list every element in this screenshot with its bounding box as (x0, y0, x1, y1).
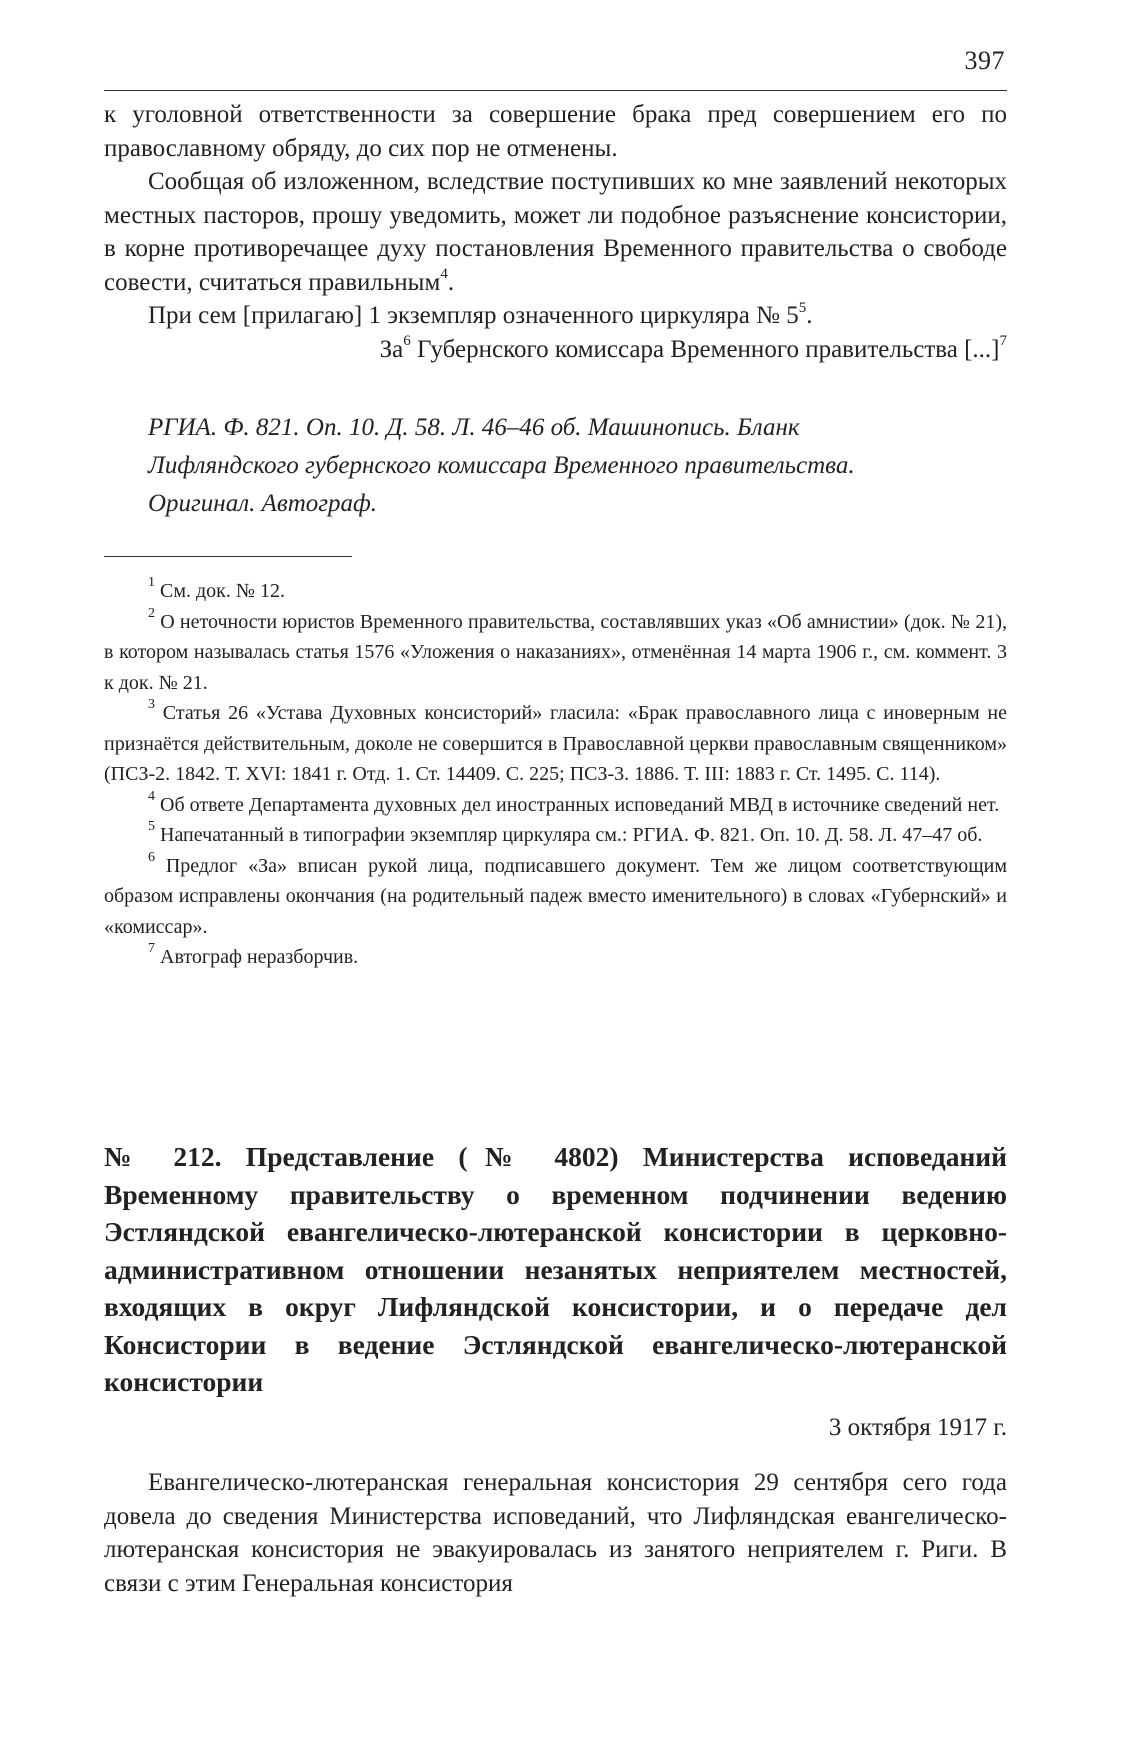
footnote-ref-6: 6 (403, 333, 411, 350)
footnote (104, 576, 1007, 607)
footnote-number: 2 (148, 605, 155, 621)
paragraph-3-text: При сем [прилагаю] 1 экземпляр означенного циркуляра № 5 (148, 302, 799, 329)
top-text-block (104, 98, 1007, 366)
document-title: № 212. Представление (№ 4802) Министерства исповеданий Временному правительству о временном подчинении ведению Эстляндской евангелическо-лютеранской консистории в церковно-административном отношении незанятых неприятелем местностей, входящих в округ Лифляндской консистории, и о передаче дел Консистории в ведение Эстляндской евангелическо-лютеранской консистории (104, 1141, 1007, 1397)
paragraph-2-text: Сообщая об изложенном, вследствие поступивших ко мне заявлений некоторых местных пасторов, прошу уведомить, может ли подобное разъяснение консистории, в корне противоречащее духу постановления Временного правительства о свободе совести, считаться правильным (104, 168, 1007, 296)
footnote-text: Статья 26 «Устава Духовных консисторий» гласила: «Брак православного лица с иноверным не признаётся действительным, доколе не совершится в Православной церкви православным священником» (ПСЗ-2. 1842. Т. XVI: 1841 г. Отд. 1. Ст. 14409. С. 225; ПСЗ-3. 1886. Т. III: 1883 г. Ст. 1495. С. 114). (104, 702, 1007, 785)
paragraph-3 (104, 299, 1007, 333)
footnote-rule (104, 556, 352, 557)
footnote (104, 820, 1007, 851)
footnote (104, 698, 1007, 790)
footnote (104, 851, 1007, 943)
document-body-paragraph: Евангелическо-лютеранская генеральная консистория 29 сентября сего года довела до сведения Министерства исповеданий, что Лифляндская евангелическо-лютеранская консистория не эвакуировалась из занятого неприятелем г. Риги. В связи с этим Генеральная консистория (104, 1469, 1007, 1597)
footnote-text: Об ответе Департамента духовных дел иностранных исповеданий МВД в источнике сведений нет. (160, 793, 1000, 816)
archive-line-1: РГИА. Ф. 821. Оп. 10. Д. 58. Л. 46–46 об. Машинопись. Бланк (148, 414, 800, 441)
footnote-text: О неточности юристов Временного правительства, составлявших указ «Об амнистии» (док. № 21), в котором называлась статья 1576 «Уложения о наказаниях», отменённая 14 марта 1906 г., см. коммент. 3 к док. № 21. (104, 610, 1008, 694)
paragraph-1: к уголовной ответственности за совершение брака пред совершением его по православному обряду, до сих пор не отменены. (104, 101, 1007, 162)
footnote-ref-4: 4 (440, 266, 448, 283)
archive-reference (148, 409, 978, 523)
footnote-number: 7 (148, 941, 155, 957)
page-number: 397 (964, 46, 1005, 75)
footnote-text: См. док. № 12. (160, 580, 285, 602)
footnote-ref-7: 7 (999, 333, 1007, 350)
signature-prefix: За (379, 335, 404, 363)
footnote-text: Напечатанный в типографии экземпляр циркуляра см.: РГИА. Ф. 821. Оп. 10. Д. 58. Л. 47–47 об. (160, 824, 983, 846)
signature-text: Губернского комиссара Временного правительства [...] (410, 335, 1000, 363)
paragraph-2-end: . (447, 268, 455, 296)
document-date: 3 октября 1917 г. (828, 1414, 1007, 1441)
archive-line-2: Лифляндского губернского комиссара Временного правительства. (148, 452, 855, 479)
footnotes (104, 576, 1007, 973)
footnote-text: Автограф неразборчив. (160, 946, 359, 968)
footnote (104, 607, 1007, 699)
paragraph-3-end: . (806, 302, 813, 329)
footnote (104, 942, 1007, 973)
signature-line (104, 333, 1007, 367)
header-rule (104, 90, 1007, 91)
footnote-number: 6 (148, 849, 155, 865)
footnote-number: 5 (148, 819, 155, 835)
footnote (104, 790, 1007, 821)
footnote-text: Предлог «За» вписан рукой лица, подписавшего документ. Тем же лицом соответствующим образом исправлены окончания (на родительный падеж вместо именительного) в словах «Губернский» и «комиссар». (104, 854, 1008, 938)
footnote-number: 3 (148, 697, 155, 713)
paragraph-2 (104, 165, 1007, 299)
document-body (104, 1466, 1007, 1600)
archive-line-3: Оригинал. Автограф. (148, 490, 378, 517)
footnote-ref-5: 5 (798, 299, 807, 316)
footnote-number: 4 (148, 788, 155, 804)
footnote-number: 1 (148, 575, 155, 591)
